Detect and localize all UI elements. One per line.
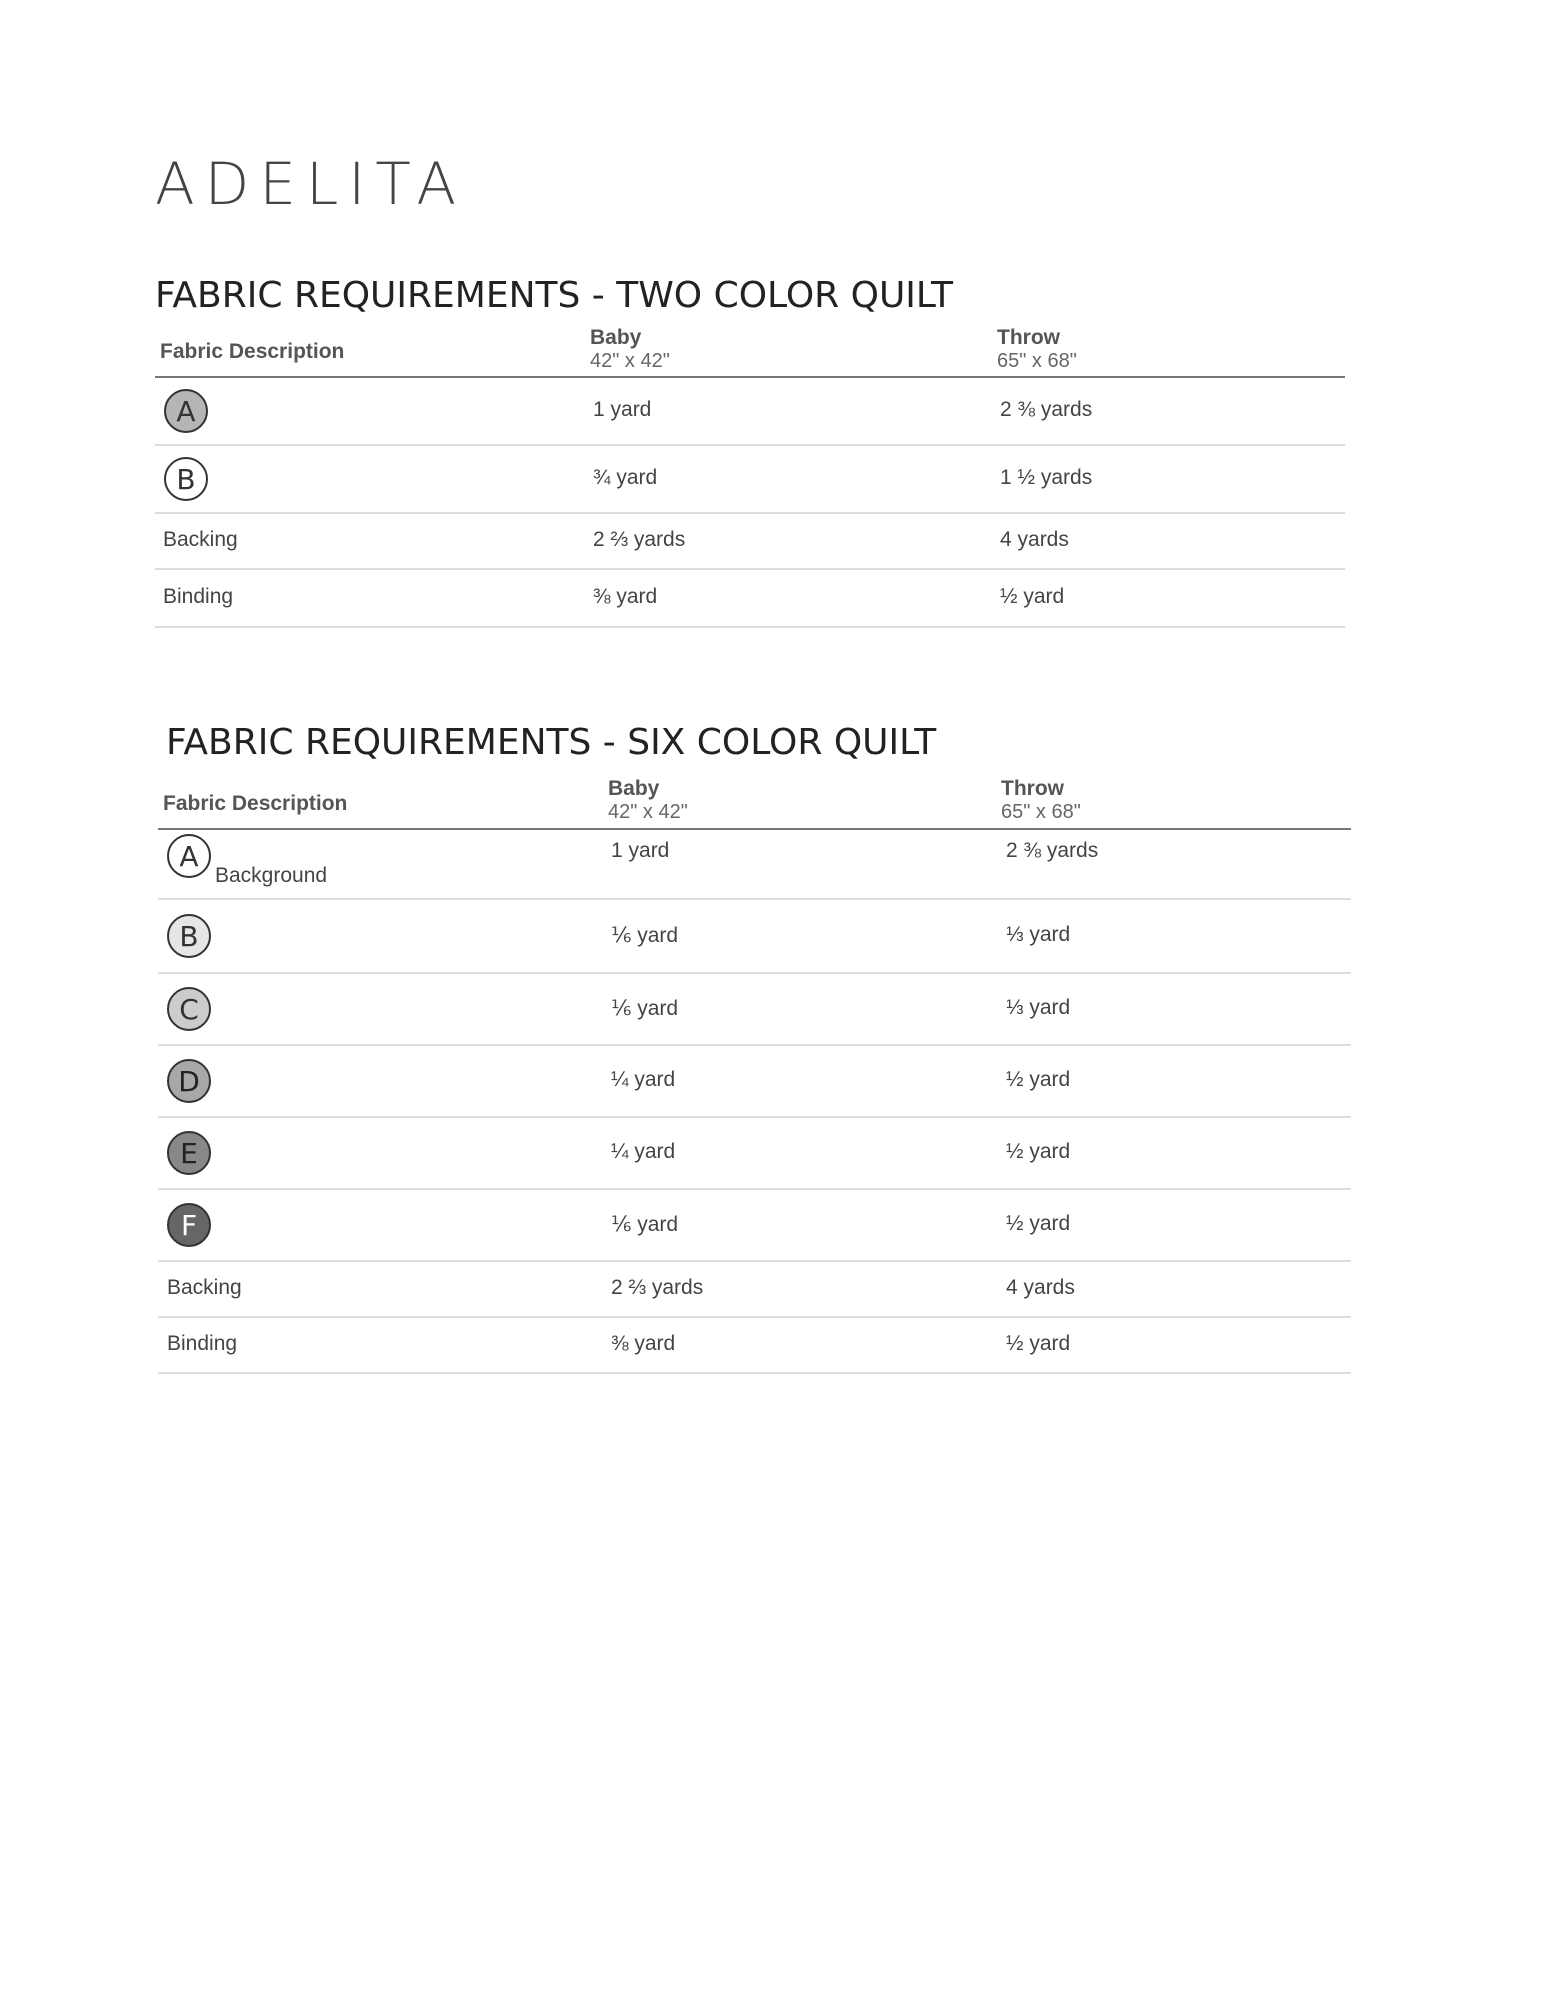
table-row xyxy=(155,514,1345,570)
throw-quantity: ½ yard xyxy=(1006,1140,1071,1163)
fabric-swatch-f xyxy=(167,1203,211,1247)
throw-quantity: ½ yard xyxy=(1006,1332,1071,1355)
fabric-swatch-c xyxy=(167,987,211,1031)
fabric-label: Binding xyxy=(167,1332,238,1355)
fabric-sub-label: Background xyxy=(215,864,328,887)
header-throw-dimensions: 65" x 68" xyxy=(997,350,1077,372)
throw-quantity: ½ yard xyxy=(1006,1212,1071,1235)
six-color-heading: FABRIC REQUIREMENTS - SIX COLOR QUILT xyxy=(166,722,937,763)
throw-quantity: ½ yard xyxy=(1006,1068,1071,1091)
two-color-section xyxy=(155,275,1345,628)
fabric-label: Backing xyxy=(163,528,238,551)
throw-quantity: 1 ½ yards xyxy=(1000,466,1093,489)
fabric-swatch-b xyxy=(164,457,208,501)
table-row xyxy=(155,570,1345,628)
table-row xyxy=(158,1262,1351,1318)
fabric-letter: F xyxy=(180,1208,198,1242)
baby-quantity: ¾ yard xyxy=(593,466,658,489)
fabric-letter: C xyxy=(179,992,199,1026)
header-throw: Throw xyxy=(997,326,1060,349)
fabric-swatch-e xyxy=(167,1131,211,1175)
fabric-label: Binding xyxy=(163,585,234,608)
baby-quantity: ¼ yard xyxy=(611,1068,676,1091)
fabric-label: Backing xyxy=(167,1276,242,1299)
page-title: ADELITA xyxy=(155,150,467,218)
six-color-table xyxy=(158,777,1351,1374)
table-row xyxy=(158,900,1351,974)
baby-quantity: ¼ yard xyxy=(611,1140,676,1163)
baby-quantity: 2 ⅔ yards xyxy=(593,528,686,551)
throw-quantity: 2 ⅜ yards xyxy=(1000,398,1093,421)
table-header xyxy=(158,777,1351,830)
fabric-swatch-a xyxy=(167,834,211,878)
baby-quantity: 2 ⅔ yards xyxy=(611,1276,704,1299)
table-row xyxy=(158,1118,1351,1190)
header-throw: Throw xyxy=(1001,777,1064,800)
fabric-letter: B xyxy=(176,462,196,496)
six-color-section xyxy=(158,722,1351,1374)
fabric-letter: A xyxy=(179,839,199,873)
baby-quantity: 1 yard xyxy=(593,398,652,421)
header-baby-dimensions: 42" x 42" xyxy=(590,350,670,372)
baby-quantity: 1 yard xyxy=(611,839,670,862)
throw-quantity: ⅓ yard xyxy=(1006,923,1071,946)
table-row xyxy=(158,974,1351,1046)
table-row xyxy=(158,1318,1351,1374)
baby-quantity: ⅙ yard xyxy=(611,924,679,947)
fabric-swatch-b xyxy=(167,914,211,958)
header-throw-dimensions: 65" x 68" xyxy=(1001,801,1081,823)
fabric-letter: A xyxy=(176,394,196,428)
throw-quantity: ½ yard xyxy=(1000,585,1065,608)
table-header xyxy=(155,326,1345,378)
fabric-letter: B xyxy=(179,919,199,953)
fabric-letter: D xyxy=(178,1064,200,1098)
two-color-heading: FABRIC REQUIREMENTS - TWO COLOR QUILT xyxy=(155,275,954,316)
table-row xyxy=(158,1190,1351,1262)
fabric-swatch-d xyxy=(167,1059,211,1103)
baby-quantity: ⅜ yard xyxy=(593,585,658,608)
header-baby-dimensions: 42" x 42" xyxy=(608,801,688,823)
table-row xyxy=(158,1046,1351,1118)
header-baby: Baby xyxy=(590,326,642,349)
header-baby: Baby xyxy=(608,777,660,800)
baby-quantity: ⅜ yard xyxy=(611,1332,676,1355)
two-color-table xyxy=(155,326,1345,628)
table-row xyxy=(155,378,1345,446)
throw-quantity: 4 yards xyxy=(1006,1276,1075,1299)
header-fabric-description: Fabric Description xyxy=(160,340,345,363)
baby-quantity: ⅙ yard xyxy=(611,997,679,1020)
table-row xyxy=(155,446,1345,514)
fabric-swatch-a xyxy=(164,389,208,433)
throw-quantity: ⅓ yard xyxy=(1006,996,1071,1019)
throw-quantity: 4 yards xyxy=(1000,528,1069,551)
baby-quantity: ⅙ yard xyxy=(611,1213,679,1236)
header-fabric-description: Fabric Description xyxy=(163,792,348,815)
fabric-letter: E xyxy=(180,1136,198,1170)
table-row xyxy=(158,830,1351,900)
throw-quantity: 2 ⅜ yards xyxy=(1006,839,1099,862)
